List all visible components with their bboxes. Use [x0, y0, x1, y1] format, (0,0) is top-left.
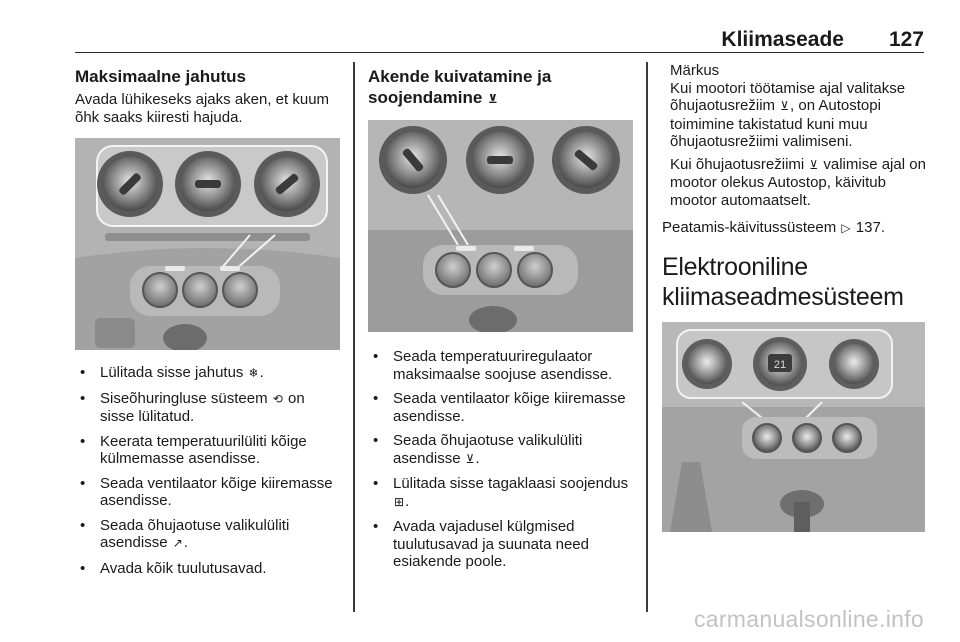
- defrost-icon: ⊻: [809, 157, 819, 172]
- rear-window-heating-icon: ⊞: [394, 494, 405, 509]
- chapter-title: Kliimaseade: [721, 28, 844, 51]
- note-box: [662, 62, 927, 209]
- note-paragraph: Kui õhujaotusrežiimi ⊻ valimise ajal on mootor olekus Autostop, käivitub mootor automaatselt.: [670, 155, 926, 209]
- list-item: • Keerata temperatuurilüliti kõige külmemasse asendisse.: [75, 433, 340, 468]
- list-item: • Seada õhujaotuse valikulüliti asendisse ↗.: [75, 517, 340, 553]
- page-reference-arrow-icon: ▷: [841, 221, 851, 235]
- temperature-display: 21: [773, 358, 787, 371]
- climate-panel-illustration: [75, 138, 340, 350]
- defrost-icon: ⊻: [780, 99, 790, 113]
- list-item: • Seada ventilaator kõige kiiremasse asendisse.: [368, 390, 633, 425]
- climate-control-photo: [75, 138, 340, 350]
- column-divider: [353, 62, 355, 612]
- climate-panel-illustration: [368, 120, 633, 332]
- page-number: 127: [888, 28, 924, 51]
- recirculation-icon: ⟲: [272, 391, 283, 406]
- column-note: [662, 62, 927, 532]
- defrost-control-photo: [368, 120, 633, 332]
- electronic-climate-photo: [662, 322, 925, 532]
- section-heading: Akende kuivatamine ja soojendamine ⊻: [368, 67, 552, 107]
- watermark: carmanualsonline.info: [693, 606, 924, 632]
- vent-mode-icon: ↗: [172, 536, 183, 550]
- note-paragraph: Kui mootori töötamise ajal valitakse õhujaotusrežiim ⊻, on Autostopi toimimine takistatud kuni muu õhujaotusrežiimi valimiseni.: [670, 79, 906, 150]
- defrost-steps-list: [368, 348, 633, 571]
- section-heading: Maksimaalne jahutus: [75, 67, 247, 86]
- list-item: • Avada kõik tuulutusavad.: [75, 560, 340, 578]
- cross-reference: Peatamis-käivitussüsteem ▷ 137.: [662, 219, 886, 236]
- page-header: [75, 28, 924, 53]
- intro-text: Avada lühikeseks ajaks aken, et kuum õhk saaks kiiresti hajuda.: [75, 91, 330, 126]
- defrost-icon: ⊻: [488, 92, 498, 106]
- list-item: • Seada temperatuuriregulaator maksimaalse soojuse asendisse.: [368, 348, 633, 383]
- column-max-cooling: [75, 62, 340, 584]
- list-item: • Siseõhuringluse süsteem ⟲ on sisse lülitatud.: [75, 390, 340, 426]
- list-item: • Lülitada sisse jahutus ❄.: [75, 364, 340, 383]
- column-defrost: [368, 62, 633, 578]
- list-item: • Lülitada sisse tagaklaasi soojendus ⊞.: [368, 475, 633, 511]
- list-item: • Seada õhujaotuse valikulüliti asendisse ⊻.: [368, 432, 633, 468]
- defrost-icon: ⊻: [465, 451, 475, 466]
- list-item: • Seada ventilaator kõige kiiremasse asendisse.: [75, 475, 340, 510]
- section-title: Elektrooniline kliimaseadmesüsteem: [662, 252, 904, 311]
- column-divider: [646, 62, 648, 612]
- snowflake-icon: ❄: [248, 366, 259, 380]
- electronic-panel-illustration: [662, 322, 925, 532]
- cooling-steps-list: [75, 364, 340, 577]
- list-item: • Avada vajadusel külgmised tuulutusavad ja suunata need esiakende poole.: [368, 518, 633, 571]
- note-title: Märkus: [670, 62, 720, 79]
